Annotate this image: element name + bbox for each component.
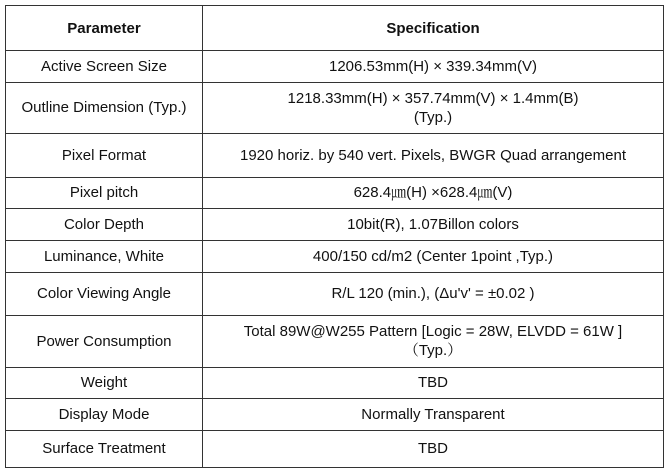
header-specification: Specification — [203, 6, 664, 51]
header-parameter: Parameter — [6, 6, 203, 51]
table-header-row — [6, 6, 664, 51]
parameter-cell: Active Screen Size — [6, 51, 203, 83]
table-row — [6, 240, 664, 272]
spec-cell — [203, 367, 664, 399]
spec-line: R/L 120 (min.), (Δu'v' = ±0.02 ) — [331, 285, 535, 303]
spec-cell — [203, 51, 664, 83]
spec-cell — [203, 133, 664, 177]
parameter-cell: Weight — [6, 367, 203, 399]
spec-line: Total 89W@W255 Pattern [Logic = 28W, ELVDD = 61W ] — [243, 323, 623, 341]
table-row — [6, 177, 664, 209]
parameter-cell: Display Mode — [6, 399, 203, 431]
spec-line: 1920 horiz. by 540 vert. Pixels, BWGR Quad arrangement — [239, 146, 626, 164]
spec-line: 400/150 cd/m2 (Center 1point ,Typ.) — [312, 247, 554, 265]
spec-cell — [203, 316, 664, 367]
table-row — [6, 209, 664, 241]
spec-line: TBD — [418, 440, 448, 458]
parameter-cell: Pixel Format — [6, 133, 203, 177]
parameter-cell: Pixel pitch — [6, 177, 203, 209]
table-row — [6, 399, 664, 431]
spec-line: 10bit(R), 1.07Billon colors — [347, 216, 519, 234]
table-row — [6, 51, 664, 83]
spec-cell — [203, 177, 664, 209]
spec-cell — [203, 82, 664, 133]
spec-line: 1218.33mm(H) × 357.74mm(V) × 1.4mm(B) — [287, 89, 579, 107]
spec-line: 628.4㎛(H) ×628.4㎛(V) — [353, 184, 513, 202]
spec-line: (Typ.) — [413, 108, 453, 126]
table-row — [6, 316, 664, 367]
spec-cell — [203, 209, 664, 241]
spec-line: TBD — [418, 374, 448, 392]
table-row — [6, 133, 664, 177]
table-row — [6, 430, 664, 467]
table-row — [6, 272, 664, 316]
parameter-cell: Power Consumption — [6, 316, 203, 367]
spec-cell — [203, 430, 664, 467]
parameter-cell: Surface Treatment — [6, 430, 203, 467]
parameter-cell: Color Depth — [6, 209, 203, 241]
spec-cell — [203, 240, 664, 272]
specification-table — [5, 5, 664, 468]
spec-line: （Typ.） — [403, 342, 463, 360]
spec-line: 1206.53mm(H) × 339.34mm(V) — [329, 57, 537, 75]
table-row — [6, 82, 664, 133]
parameter-cell: Outline Dimension (Typ.) — [6, 82, 203, 133]
parameter-cell: Luminance, White — [6, 240, 203, 272]
spec-cell — [203, 399, 664, 431]
spec-cell — [203, 272, 664, 316]
table-row — [6, 367, 664, 399]
parameter-cell: Color Viewing Angle — [6, 272, 203, 316]
spec-line: Normally Transparent — [361, 406, 505, 424]
